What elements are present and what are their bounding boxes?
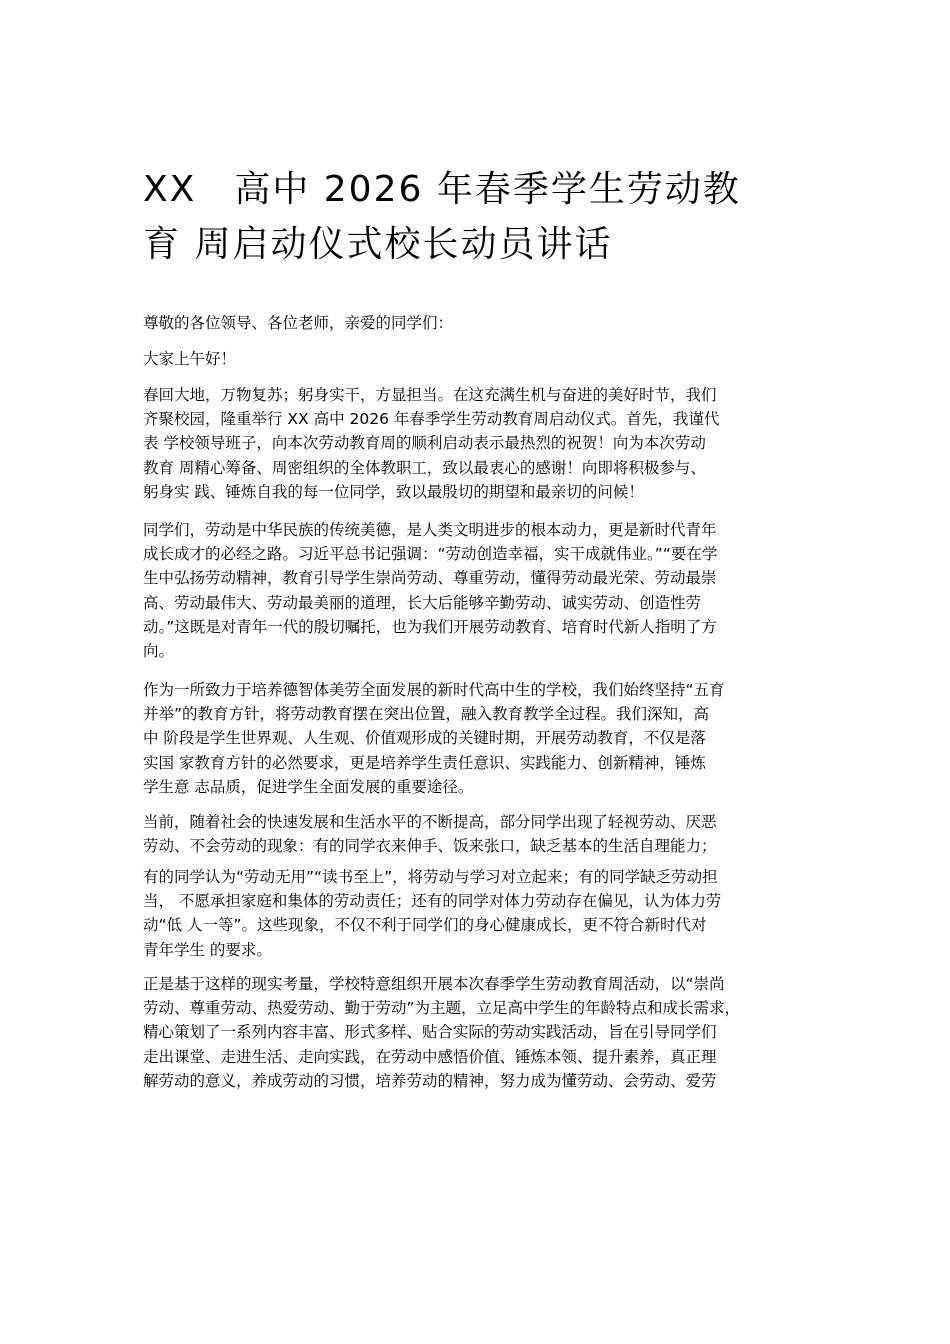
body-paragraph: 同学们，劳动是中华民族的传统美德，是人类文明进步的根本动力，更是新时代青年 成长成才的必经之路。习近平总书记强调：“劳动创造幸福，实干成就伟业。”“要在学 生中弘扬劳动精神，教育引导学生崇尚劳动、尊重劳动，懂得劳动最光荣、劳动最崇 高、劳动最伟大、劳动最美丽的道理，长大后能够辛勤劳动、诚实劳动、创造性劳 动。”这既是对青年一代的殷切嘱托，也为我们开展劳动教育、培育时代新人指明了方 向。 — [143, 521, 718, 661]
greeting: 大家上午好！ — [143, 350, 237, 368]
salutation: 尊敬的各位领导、各位老师，亲爱的同学们： — [143, 314, 454, 332]
body-paragraph: 春回大地，万物复苏；躬身实干，方显担当。在这充满生机与奋进的美好时节，我们 齐聚校园，隆重举行 XX 高中 2026 年春季学生劳动教育周启动仪式。首先，我谨代 表 学校领导班子，向本次劳动教育周的顺利启动表示最热烈的祝贺！向为本次劳动 教育 周精心筹备、周密组织的全体教职工，致以最衷心的感谢！向即将积极参与、 躬身实 践、锤炼自我的每一位同学，致以最殷切的期望和最亲切的问候！ — [143, 386, 720, 501]
body-paragraph: 作为一所致力于培养德智体美劳全面发展的新时代高中生的学校，我们始终坚持“五育 并举”的教育方针，将劳动教育摆在突出位置，融入教育教学全过程。我们深知，高 中 阶段是学生世界观、人生观、价值观形成的关键时期，开展劳动教育，不仅是落 实国 家教育方针的必然要求，更是培养学生责任意识、实践能力、创新精神，锤炼 学生意 志品质，促进学生全面发展的重要途径。 — [143, 681, 725, 796]
body-paragraph: 有的同学认为“劳动无用”“读书至上”，将劳动与学习对立起来；有的同学缺乏劳动担 当， 不愿承担家庭和集体的劳动责任；还有的同学对体力劳动存在偏见，认为体力劳 动“低 人一等”。这些现象，不仅不利于同学们的身心健康成长，更不符合新时代对 青年学生 的要求。 — [143, 868, 722, 959]
body-paragraph: 正是基于这样的现实考量，学校特意组织开展本次春季学生劳动教育周活动，以“崇尚 劳动、尊重劳动、热爱劳动、勤于劳动”为主题，立足高中学生的年龄特点和成长需求， 精心策划了一系列内容丰富、形式多样、贴合实际的劳动实践活动，旨在引导同学们 走出课堂、走进生活、走向实践，在劳动中感悟价值、锤炼本领、提升素养，真正理 解劳动的意义，养成劳动的习惯，培养劳动的精神，努力成为懂劳动、会劳动、爱劳 — [143, 975, 741, 1090]
document-title: XX 高中 2026 年春季学生劳动教 育 周启动仪式校长动员讲话 — [143, 169, 741, 265]
body-paragraph: 当前，随着社会的快速发展和生活水平的不断提高，部分同学出现了轻视劳动、厌恶 劳动、不会劳动的现象：有的同学衣来伸手、饭来张口，缺乏基本的生活自理能力； — [143, 813, 717, 856]
